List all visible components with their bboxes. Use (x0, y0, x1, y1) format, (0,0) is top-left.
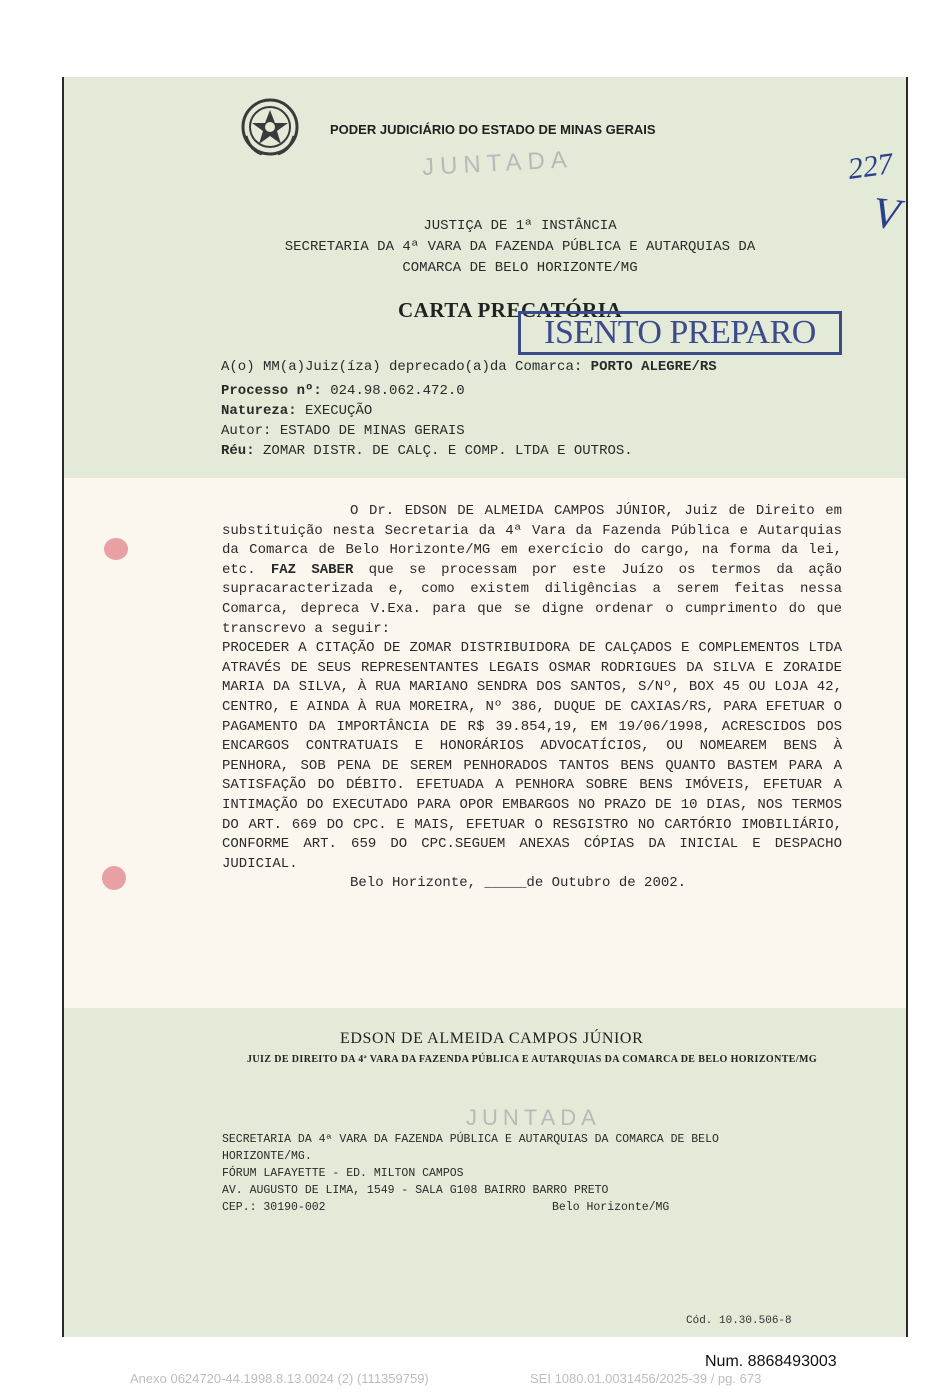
autor-value: ESTADO DE MINAS GERAIS (279, 423, 465, 439)
deprecado-line (221, 359, 717, 375)
coat-of-arms-seal (240, 96, 300, 158)
footer-sei: SEI 1080.01.0031456/2025-39 / pg. 673 (530, 1371, 762, 1386)
intro-text: O Dr. EDSON DE ALMEIDA CAMPOS JÚNIOR, Juiz de Direito em substituição nesta Secretaria da 4ª Vara da Fazenda Pública e Autarquias da Comarca de Belo Horizonte/MG em exercício do cargo, na forma da lei, etc. (222, 503, 842, 578)
natureza-value: EXECUÇÃO (305, 403, 373, 419)
address-line-2: HORIZONTE/MG. (222, 1150, 312, 1163)
address-city: Belo Horizonte/MG (552, 1201, 670, 1214)
natureza-line (221, 403, 372, 419)
form-code: Cód. 10.30.506-8 (686, 1315, 792, 1327)
faded-juntada-stamp: JUNTADA (421, 146, 574, 181)
natureza-label: Natureza: (221, 403, 297, 419)
faz-saber: FAZ SABER (270, 561, 354, 578)
judge-role: JUIZ DE DIREITO DA 4ª VARA DA FAZENDA PÚBLICA E AUTARQUIAS DA COMARCA DE BELO HORIZONTE/MG (246, 1054, 818, 1065)
court-line-2: SECRETARIA DA 4ª VARA DA FAZENDA PÚBLICA E AUTARQUIAS DA (284, 239, 756, 255)
document-number: Num. 8868493003 (705, 1353, 837, 1370)
deprecado-value: PORTO ALEGRE/RS (590, 359, 717, 375)
address-line-3: FÓRUM LAFAYETTE - ED. MILTON CAMPOS (222, 1167, 464, 1180)
reu-line (221, 443, 633, 459)
reu-value: ZOMAR DISTR. DE CALÇ. E COMP. LTDA E OUTROS. (263, 443, 633, 459)
address-line-1: SECRETARIA DA 4ª VARA DA FAZENDA PÚBLICA E AUTARQUIAS DA COMARCA DE BELO (222, 1133, 719, 1146)
reu-label: Réu: (221, 443, 255, 459)
footer-annex: Anexo 0624720-44.1998.8.13.0024 (2) (111359759) (130, 1371, 429, 1386)
ink-blot (104, 538, 128, 560)
date-line: Belo Horizonte, _____de Outubro de 2002. (350, 875, 687, 892)
court-line-3: COMARCA DE BELO HORIZONTE/MG (402, 260, 638, 276)
isento-preparo-stamp: ISENTO PREPARO (518, 311, 842, 355)
address-line-4: AV. AUGUSTO DE LIMA, 1549 - SALA G108 BAIRRO BARRO PRETO (222, 1184, 609, 1197)
judge-name: EDSON DE ALMEIDA CAMPOS JÚNIOR (340, 1030, 644, 1047)
court-heading (200, 216, 840, 279)
document-title: CARTA PRECATÓRIA (398, 298, 623, 322)
court-line-1: JUSTIÇA DE 1ª INSTÂNCIA (423, 218, 617, 234)
processo-label: Processo nº: (221, 383, 322, 399)
autor-label: Autor: (221, 423, 272, 439)
intro-continuation: que se processam por este Juízo os termos da ação supracaracterizada e, como existem diligências a serem feitas nessa Comarca, depreca V.Exa. para que se digne ordenar o cumprimento do que transcrevo a seguir: (222, 561, 843, 637)
faded-juntada-stamp-2: JUNTADA (466, 1105, 601, 1130)
processo-line (221, 383, 465, 399)
ink-blot (102, 866, 126, 890)
handwritten-page-number: 227 (845, 147, 896, 186)
order-paragraph: PROCEDER A CITAÇÃO DE ZOMAR DISTRIBUIDORA DE CALÇADOS E COMPLEMENTOS LTDA ATRAVÉS DE SEUS REPRESENTANTES LEGAIS OSMAR RODRIGUES DA SILVA E ZORAIDE MARIA DA SILVA, À RUA MARIANO SENDRA DOS SANTOS, S/Nº, BOX 45 OU LOJA 42, CENTRO, E AINDA À RUA MOREIRA, Nº 386, DUQUE DE CAXIAS/RS, PARA EFETUAR O PAGAMENTO DA IMPORTÂNCIA DE R$ 39.854,19, EM 19/06/1998, ACRESCIDOS DOS ENCARGOS CONTRATUAIS E HONORÁRIOS ADVOCATÍCIOS, OU NOMEAREM BENS À PENHORA, SOB PENA DE SEREM PENHORADOS TANTOS BENS QUANTO BASTEM PARA A SATISFAÇÃO DO DÉBITO. EFETUADA A PENHORA SOBRE BENS IMÓVEIS, EFETUAR A INTIMAÇÃO DO EXECUTADO PARA OPOR EMBARGOS NO PRAZO DE 10 DIAS, NOS TERMOS DO ART. 669 DO CPC. E MAIS, EFETUAR O RESGISTRO NO CARTÓRIO IMOBILIÁRIO, CONFORME ART. 659 DO CPC.SEGUEM ANEXAS CÓPIAS DA INICIAL E DESPACHO JUDICIAL. (222, 640, 842, 872)
deprecado-label: A(o) MM(a)Juiz(íza) deprecado(a)da Comarca: (221, 359, 583, 375)
handwritten-mark: V (870, 187, 903, 240)
address-cep: CEP.: 30190-002 (222, 1201, 326, 1214)
intro-paragraph (222, 502, 842, 639)
autor-line (221, 423, 465, 439)
letter-body (222, 502, 842, 894)
processo-value: 024.98.062.472.0 (330, 383, 465, 399)
institution-header: PODER JUDICIÁRIO DO ESTADO DE MINAS GERAIS (330, 122, 656, 137)
